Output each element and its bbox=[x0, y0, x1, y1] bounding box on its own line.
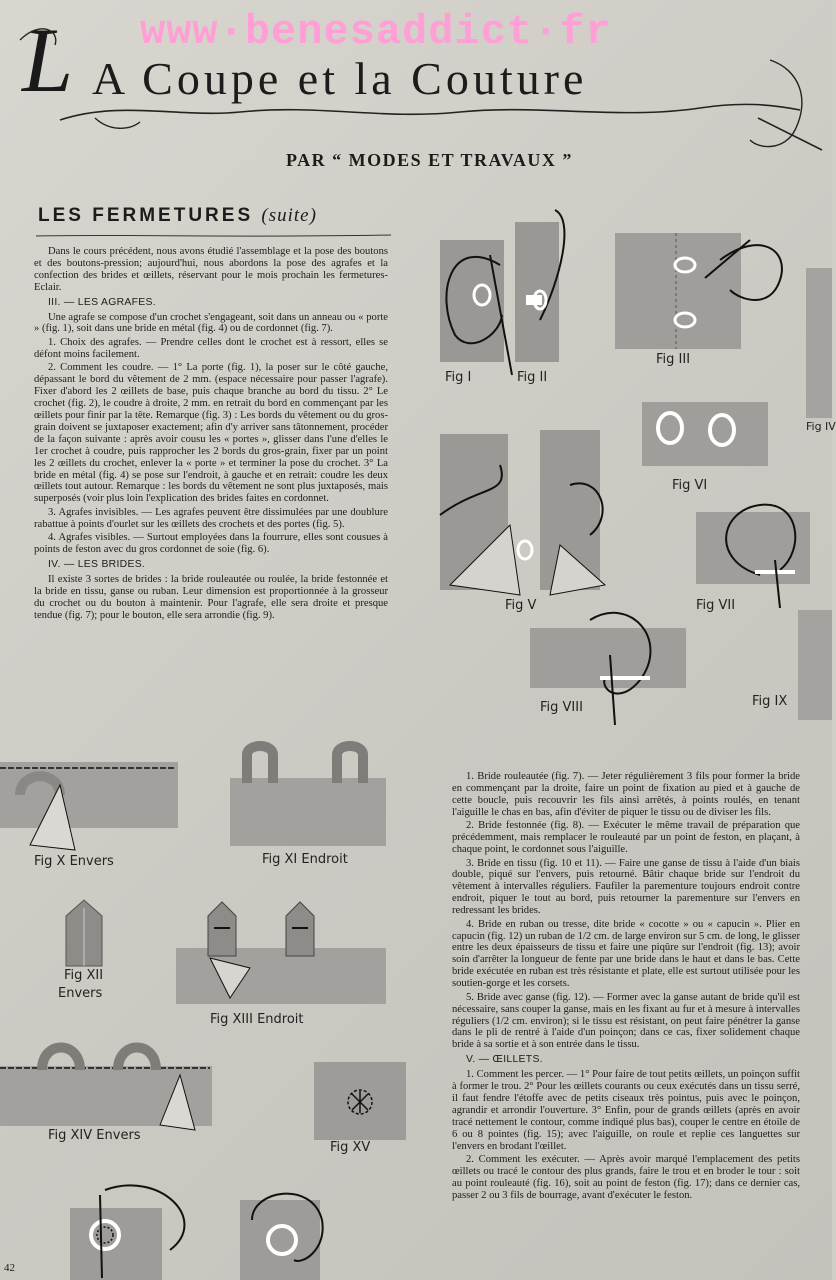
fig14-drawing bbox=[0, 1025, 220, 1135]
fig9-label: Fig IX bbox=[752, 694, 788, 709]
fig3-drawing bbox=[610, 220, 800, 360]
fig7-label: Fig VII bbox=[696, 598, 736, 613]
fig5-drawing bbox=[430, 425, 620, 605]
byline: PAR “ MODES ET TRAVAUX ” bbox=[286, 150, 573, 170]
fig3-label: Fig III bbox=[656, 352, 691, 367]
watermark-text: www·benesaddict·fr bbox=[140, 8, 612, 56]
fig1-label: Fig I bbox=[445, 370, 472, 385]
section-subtitle: (suite) bbox=[261, 205, 317, 226]
fig11-label: Fig XI Endroit bbox=[262, 852, 348, 867]
heading-agrafes: III. — LES AGRAFES. bbox=[48, 296, 156, 308]
fig12-drawing bbox=[64, 898, 104, 968]
fig17-drawing bbox=[232, 1180, 342, 1280]
para: 1. Comment les percer. — 1° Pour faire de tout petits œillets, un poinçon suffit à former le trou. 2° Pour les œillets courants ou ceux exécutés dans un tissu serré, il faut fendre l'étoffe avec de petits ciseaux très pointus, puis avec le poinçon, agrandir et arrondir l'ouverture. 3° Enfin, pour de grands œillets (après en avoir tracé nettement le contour, comme indiqué plus bas), couper le centre en étoile de 6 ou 8 pointes (fig. 15); avec l'aiguille, on roule et replie ces languettes sur l'envers en brodant l'œillet. bbox=[452, 1069, 800, 1152]
para: 3. Bride en tissu (fig. 10 et 11). — Faire une ganse de tissu à l'aide d'un biais double, piqué sur l'envers, puis retourné. Bâtir chaque bride sur l'endroit du vêtement à intervalles réguliers. Faufiler la parementure toujours endroit contre endroit, piquer le tout au bord, puis retourner la parementure sur l'envers en redressant les brides. bbox=[452, 857, 800, 917]
para: 4. Agrafes visibles. — Surtout employées dans la fourrure, elles sont cousues à points de feston avec du gros cordonnet de soie (fig. 6). bbox=[34, 532, 388, 556]
para: 2. Comment les exécuter. — Après avoir marqué l'emplacement des petits œillets ou tracé le contour des plus grands, faire le trou et en broder le tour : soit au point rouleauté (fig. 16), soit au point de feston (fig. 17); dans ce dernier cas, passer 2 ou 3 fils de bourrage, avant d'exécuter le feston. bbox=[452, 1154, 800, 1201]
fig15-drawing bbox=[340, 1082, 380, 1122]
section-underline bbox=[36, 232, 396, 240]
heading-brides: IV. — LES BRIDES. bbox=[48, 559, 146, 571]
fig13-label: Fig XIII Endroit bbox=[210, 1012, 304, 1027]
fig10-drawing bbox=[0, 755, 190, 855]
fig11-drawing bbox=[225, 735, 395, 795]
section-title bbox=[38, 205, 317, 227]
para: 1. Bride rouleautée (fig. 7). — Jeter régulièrement 3 fils pour former la bride en commençant par la droite, faire un point de fixation au pied et à gauche de cette boucle, puis recouvrir les fils ainsi arrêtés, à points roulés, en tenant l'aiguille le chas en bas, afin d'éviter de piquer le tissu ou de diviser les fils. bbox=[452, 771, 800, 818]
fig13-drawing bbox=[200, 898, 340, 1008]
page-number: 42 bbox=[4, 1262, 15, 1274]
fig4-label: Fig IV bbox=[806, 420, 836, 433]
para: Il existe 3 sortes de brides : la bride rouleautée ou roulée, la bride festonnée et la bride en tissu, ganse ou ruban. Leur dimension est proportionnée à la grosseur du crochet ou du bouton à maintenir. Pour l'agrafe, elle sera droite et presque tendue (fig. 7); pour le bouton, elle sera arrondie (fig. 9). bbox=[34, 573, 388, 621]
fig8-label: Fig VIII bbox=[540, 700, 583, 715]
fig7-drawing bbox=[700, 490, 820, 610]
fig6-label: Fig VI bbox=[672, 478, 708, 493]
fig5-label: Fig V bbox=[505, 598, 537, 613]
section-title-text: LES FERMETURES bbox=[38, 205, 254, 226]
fig14-label: Fig XIV Envers bbox=[48, 1128, 141, 1143]
para: 5. Bride avec ganse (fig. 12). — Former avec la ganse autant de bride qu'il est nécessaire, sans couper la ganse, mais en les fixant au fur et à mesure à intervalles réguliers (1/2 cm. environ); si le tissu est résistant, on peut faire pénétrer la ganse dans le pli de rentré à l'aide d'un poinçon; dans ce cas, fixer solidement chaque bride à sa sortie et à son entrée dans le tissu. bbox=[452, 991, 800, 1051]
fig9-fabric bbox=[798, 610, 832, 720]
fig6-drawing bbox=[640, 400, 770, 470]
fig15-label: Fig XV bbox=[330, 1140, 371, 1155]
para: Dans le cours précédent, nous avons étudié l'assemblage et la pose des boutons et des boutons-pression; aujourd'hui, nous abordons la pose des agrafes et la confection des brides et œillets, réservant pour le mois prochain les fermetures-Eclair. bbox=[34, 246, 388, 293]
text-column-left bbox=[34, 246, 388, 623]
fig2-label: Fig II bbox=[517, 370, 548, 385]
fig12-label: Fig XII bbox=[64, 968, 104, 983]
fig16-drawing bbox=[60, 1180, 210, 1280]
title-initial: L bbox=[22, 9, 74, 111]
page-title: A Coupe et la Couture bbox=[92, 53, 588, 104]
text-column-right bbox=[452, 771, 800, 1203]
heading-oeillets: V. — ŒILLETS. bbox=[466, 1054, 543, 1066]
para: 1. Choix des agrafes. — Prendre celles dont le crochet est à ressort, elles se défont moins facilement. bbox=[34, 336, 388, 360]
fig4-fabric bbox=[806, 268, 832, 418]
para: Une agrafe se compose d'un crochet s'engageant, soit dans un anneau ou « porte » (fig. 1), soit dans une bride en métal (fig. 4) ou de cordonnet (fig. 7). bbox=[34, 311, 388, 335]
fig12-sublabel: Envers bbox=[58, 986, 103, 1001]
para: 4. Bride en ruban ou tresse, dite bride « cocotte » ou « capucin ». Plier en capucin (fig. 12) un ruban de 1/2 cm. de large environ sur 5 cm. de long, le glisser entre les deux épaisseurs de tissu et faire une piqûre sur l'endroit (fig. 13); avoir soin d'arrêter la longueur de fente par une bride dans le haut et dans le bas. Cette bride exécutée en ruban est très résistante et plate, elle est surtout utilisée pour les soutien-gorge et les corsets. bbox=[452, 918, 800, 990]
para: 3. Agrafes invisibles. — Les agrafes peuvent être dissimulées par une doublure rabattue à points d'ourlet sur les œillets des crochets et des portes (fig. 5). bbox=[34, 506, 388, 530]
para: 2. Comment les coudre. — 1° La porte (fig. 1), la poser sur le côté gauche, dépassant le bord du vêtement de 2 mm. (espace nécessaire pour passer l'agrafe). Fixer d'abord les 2 œillets de base, puis chaque branche au bord du tissu. 2° Le crochet (fig. 2), le coudre à droite, 2 mm. en retrait du bord en commençant par les œillets pour finir par la tête. Remarque (fig. 3) : Les bords du vêtement ou du gros-grain doivent se juxtaposer exactement; afin d'y arriver sans tâtonnement, procéder de la façon suivante : après avoir cousu les « portes », glisser dans l'une d'elles le 1er crochet à coudre, puis rapprocher les 2 bords du gros-grain, fixer par un point les 2 œillets du crochet, enlever la « porte » et terminer la pose du crochet. 3° La bride en métal (fig. 4) se pose sur l'endroit, à gauche et en retrait: coudre les deux œillets tout autour. Remarque : les bords du vêtement ne sont plus juxtaposés, mais superposés (voir plus loin l'explication des brides faites en cordonnet. bbox=[34, 362, 388, 505]
fig2-drawing bbox=[500, 200, 590, 370]
fig10-label: Fig X Envers bbox=[34, 854, 114, 869]
para: 2. Bride festonnée (fig. 8). — Exécuter le même travail de préparation que précédemment, mais remplacer le rouleauté par un point de feston, en plaçant, à chaque point, le cordonnet sous l'aiguille. bbox=[452, 820, 800, 856]
